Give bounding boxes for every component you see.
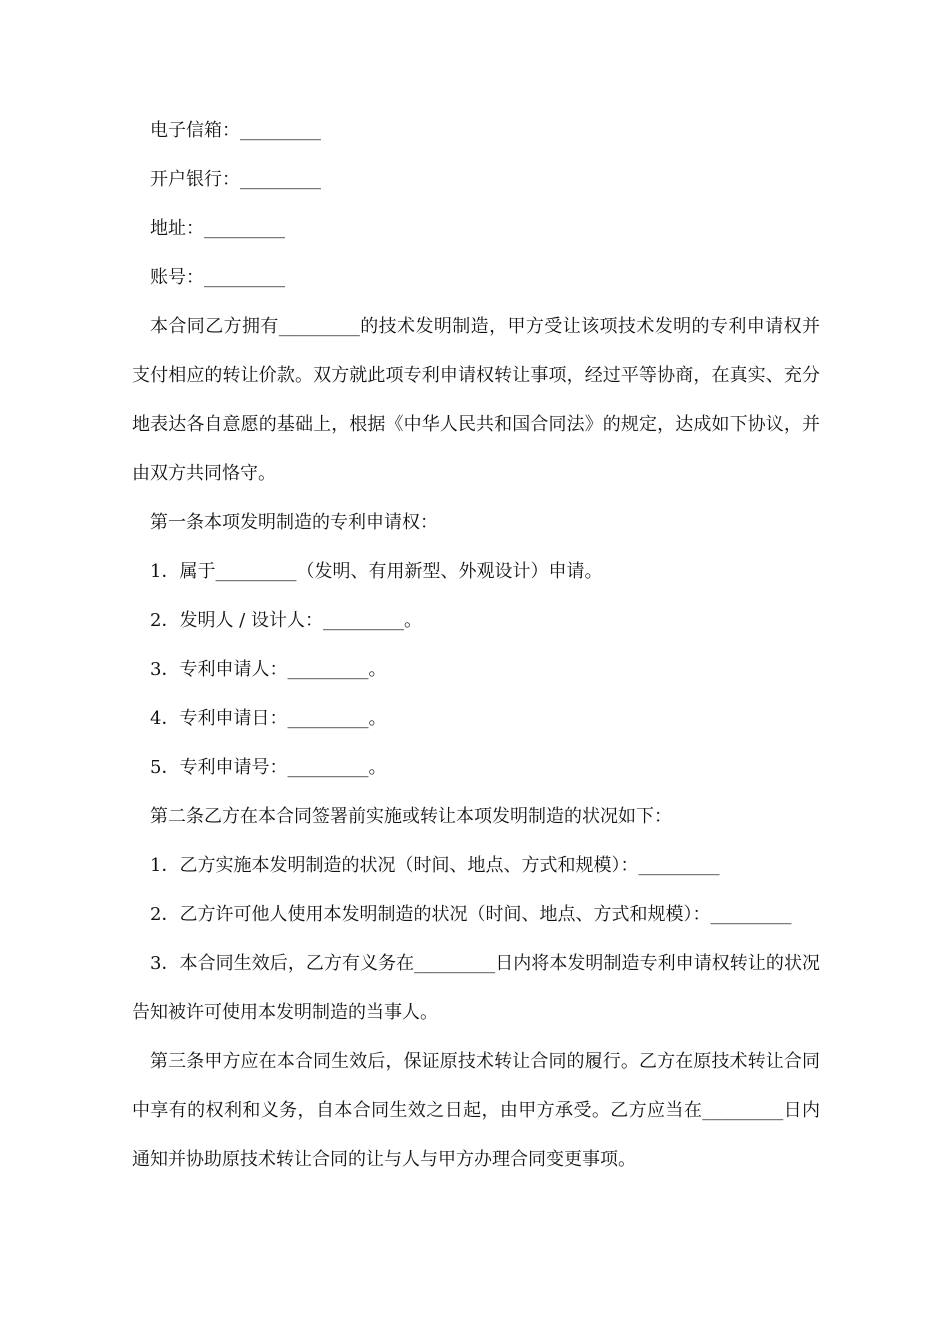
article-3: 第三条甲方应在本合同生效后，保证原技术转让合同的履行。乙方在原技术转让合同中享有的权利和义务，自本合同生效之日起，由甲方承受。乙方应当在_________日内通知并协助原技术转让合同的让与人与甲方办理合同变更事项。 <box>132 1051 820 1170</box>
article-1-item-2: 2．发明人 / 设计人：_________。 <box>150 610 422 631</box>
article-1-item-3: 3．专利申请人：_________。 <box>150 659 387 680</box>
email-line: 电子信箱：_________ <box>150 120 321 141</box>
account-line: 账号：_________ <box>150 267 285 288</box>
article-1-heading: 第一条本项发明制造的专利申请权： <box>150 512 438 533</box>
article-1-item-1: 1．属于_________（发明、有用新型、外观设计）申请。 <box>150 561 603 582</box>
document-body <box>132 106 820 1184</box>
article-2-heading: 第二条乙方在本合同签署前实施或转让本项发明制造的状况如下： <box>150 806 672 827</box>
article-2-item-2: 2．乙方许可他人使用本发明制造的状况（时间、地点、方式和规模）：_________ <box>150 904 792 925</box>
contract-preamble: 本合同乙方拥有_________的技术发明制造，甲方受让该项技术发明的专利申请权并支付相应的转让价款。双方就此项专利申请权转让事项，经过平等协商，在真实、充分地表达各自意愿的基础上，根据《中华人民共和国合同法》的规定，达成如下协议，并由双方共同恪守。 <box>132 316 820 484</box>
article-1-item-4: 4．专利申请日：_________。 <box>150 708 387 729</box>
address-line: 地址：_________ <box>150 218 285 239</box>
article-2-item-3: 3．本合同生效后，乙方有义务在_________日内将本发明制造专利申请权转让的状况告知被许可使用本发明制造的当事人。 <box>132 953 820 1023</box>
article-2-item-1: 1．乙方实施本发明制造的状况（时间、地点、方式和规模）：_________ <box>150 855 720 876</box>
bank-line: 开户银行：_________ <box>150 169 321 190</box>
article-1-item-5: 5．专利申请号：_________。 <box>150 757 387 778</box>
